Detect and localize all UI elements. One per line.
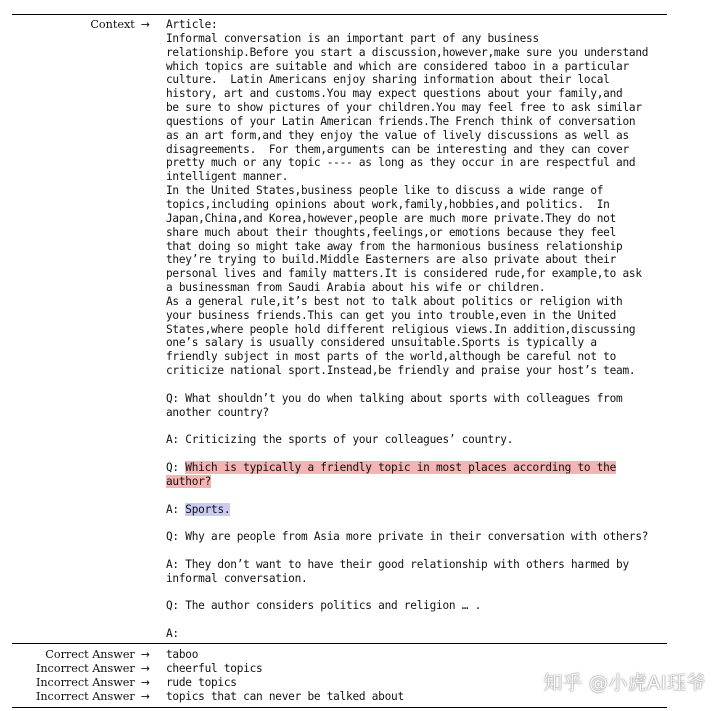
article-line: Informal conversation is an important part of any business — [166, 31, 539, 45]
highlighted-answer: Sports. — [185, 502, 231, 516]
article-line: which topics are suitable and which are considered taboo in a particular — [166, 59, 629, 73]
article-line: friendly subject in most parts of the world,although be careful not to — [166, 350, 617, 364]
article-line: a businessman from Saudi Arabia about his wife or children. — [166, 281, 546, 295]
answer-3-line: informal conversation. — [166, 571, 308, 585]
article-line: be sure to show pictures of your children.You may feel free to ask similar — [166, 101, 642, 115]
question-4: Q: The author considers politics and religion … . — [166, 599, 482, 613]
question-3: Q: Why are people from Asia more private in their conversation with others? — [166, 530, 649, 544]
article-line: one’s salary is usually considered unsuitable.Sports is typically a — [166, 336, 597, 350]
incorrect-answer-label: Incorrect Answer → — [35, 690, 150, 703]
article-line: history, art and customs.You may expect questions about your family,and — [166, 87, 623, 101]
answer-2: A: Sports. — [166, 502, 231, 516]
article-line: disagreements. For them,arguments can be interesting and they can cover — [166, 142, 629, 156]
question-2-line: Q: Which is typically a friendly topic in most places according to the — [166, 461, 617, 474]
article-line: as an art form,and they enjoy the value of lively discussions as well as — [166, 128, 629, 142]
article-line: questions of your Latin American friends.The French think of conversation — [166, 114, 636, 128]
article-line: topics,including opinions about work,family,hobbies,and politics. In — [166, 197, 610, 211]
table-mid-rule — [12, 643, 667, 644]
article-line: that doing so might take away from the harmonious business relationship — [166, 239, 623, 253]
watermark: 知乎 @小虎AI珏爷 — [543, 672, 706, 694]
answer-3-line: A: They don’t want to have their good relationship with others harmed by — [166, 557, 629, 571]
article-line: Japan,China,and Korea,however,people are much more private.They do not — [166, 211, 617, 225]
question-1-line: Q: What shouldn’t you do when talking about sports with colleagues from — [166, 391, 623, 405]
correct-answer-label: Correct Answer → — [45, 648, 150, 661]
article-line: personal lives and family matters.It is considered rude,for example,to ask — [166, 267, 642, 281]
article-text — [166, 32, 686, 378]
correct-answer-text: taboo — [166, 648, 199, 661]
incorrect-answer-text: rude topics — [166, 676, 237, 689]
article-line: culture. Latin Americans enjoy sharing information about their local — [166, 73, 610, 87]
incorrect-answer-text: topics that can never be talked about — [166, 690, 404, 703]
article-line: relationship.Before you start a discussion,however,make sure you understand — [166, 45, 649, 59]
article-line: your business friends.This can get you into trouble,even in the United — [166, 308, 617, 322]
question-2-line — [166, 475, 686, 489]
incorrect-answer-text: cheerful topics — [166, 662, 263, 675]
article-line: pretty much or any topic ---- as long as they occur in are respectful and — [166, 156, 636, 170]
context-label: Context → — [90, 18, 150, 31]
article-line: As a general rule,it’s best not to talk about politics or religion with — [166, 294, 623, 308]
article-line: share much about their thoughts,feelings,or emotions because they feel — [166, 225, 617, 239]
table-top-rule — [12, 14, 667, 15]
answer-4-prompt: A: — [166, 627, 179, 641]
article-line: intelligent manner. — [166, 170, 289, 184]
article-line: criticize national sport.Instead,be friendly and praise your host’s team. — [166, 364, 636, 378]
article-line: States,where people hold different religious views.In addition,discussing — [166, 322, 636, 336]
article-line: In the United States,business people like to discuss a wide range of — [166, 184, 604, 198]
article-line: they’re trying to build.Middle Easterners are also private about their — [166, 253, 617, 267]
highlighted-question: author? — [166, 474, 212, 488]
question-1-line: another country? — [166, 405, 269, 419]
incorrect-answer-label: Incorrect Answer → — [35, 662, 150, 675]
highlighted-question: Which is typically a friendly topic in most places according to the — [185, 461, 617, 474]
context-body — [166, 18, 686, 641]
incorrect-answer-label: Incorrect Answer → — [35, 676, 150, 689]
answer-1: A: Criticizing the sports of your colleagues’ country. — [166, 433, 514, 447]
article-heading: Article: — [166, 18, 218, 31]
table-bottom-rule — [12, 707, 667, 708]
